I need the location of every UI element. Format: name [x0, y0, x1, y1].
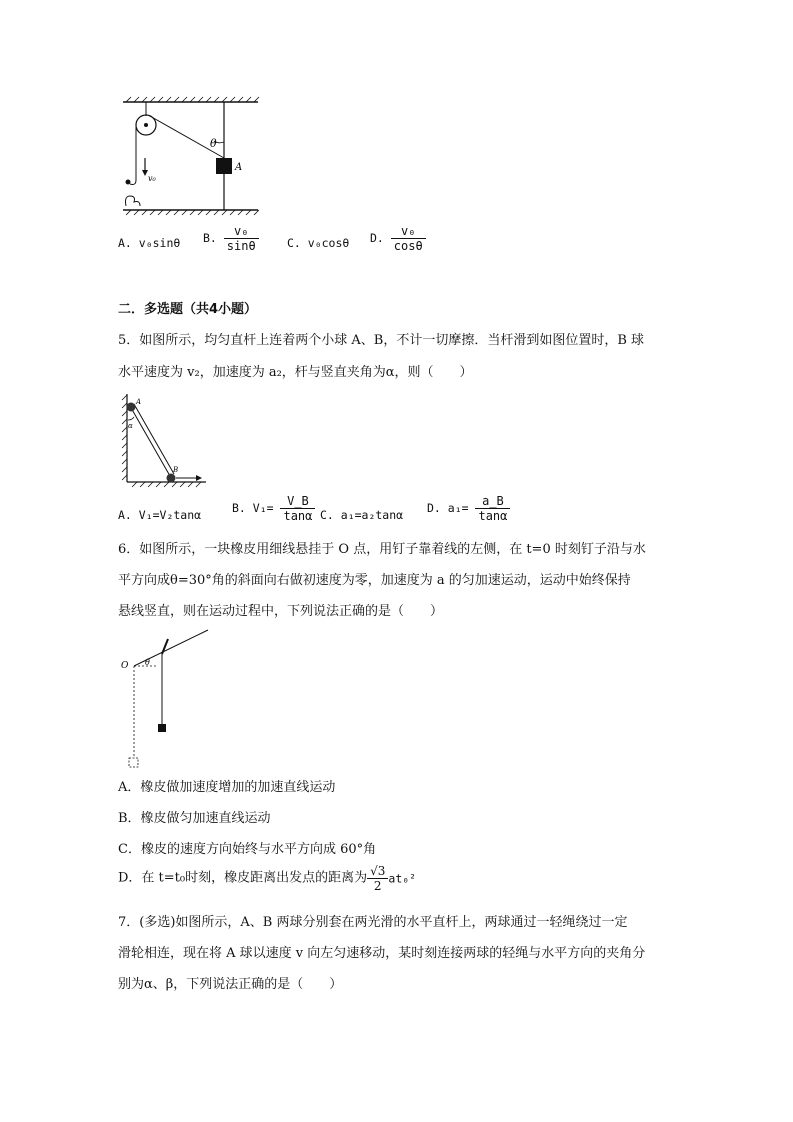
q5-option-d-numerator: a_B: [475, 494, 510, 509]
q5-option-b-prefix: B. V₁=: [232, 501, 274, 515]
alpha-label: α: [128, 422, 133, 430]
q5-option-b-denominator: tanα: [283, 509, 313, 523]
q7-line-2: 滑轮相连，现在将 A 球以速度 v 向左匀速移动，某时刻连接两球的轻绳与水平方向的夹角分: [118, 946, 646, 961]
q4-option-a: A. v₀sinθ: [118, 236, 181, 250]
q5-option-b: [232, 494, 315, 523]
q6-option-c: C．橡皮的速度方向始终与水平方向成 60°角: [118, 842, 377, 857]
q5-option-d-denominator: tanα: [478, 509, 508, 523]
q4-option-b-prefix: B.: [203, 231, 217, 245]
q6-option-d-prefix: D．在 t=t₀时刻，橡皮距离出发点的距离为: [118, 870, 368, 886]
q5-option-c: C. a₁=a₂tanα: [320, 508, 404, 522]
q6-option-a: A．橡皮做加速度增加的加速直线运动: [118, 780, 336, 795]
q5-option-d-prefix: D. a₁=: [427, 501, 469, 515]
q6-option-d-suffix: at₀²: [388, 871, 417, 886]
q7-line-1: 7．(多选)如图所示，A、B 两球分别套在两光滑的水平直杆上，两球通过一轻绳绕过一定: [118, 915, 628, 930]
q4-option-b-denominator: sinθ: [226, 239, 256, 253]
q4-option-d-prefix: D.: [370, 231, 384, 245]
theta-label: θ: [210, 137, 217, 150]
q5-option-a: A. V₁=V₂tanα: [118, 508, 202, 522]
q6-option-d-fraction: [367, 864, 388, 893]
q6-option-b: B．橡皮做匀加速直线运动: [118, 811, 271, 826]
q5-option-b-fraction: [280, 494, 315, 523]
pulley-figure: [118, 96, 263, 218]
q7-line-3: 别为α、β，下列说法正确的是（ ）: [118, 977, 343, 992]
q6-option-d-denominator: 2: [373, 879, 382, 893]
nail-figure: [118, 628, 210, 770]
q6-line-3: 悬线竖直，则在运动过程中，下列说法正确的是（ ）: [118, 604, 444, 619]
q5-option-d: [427, 494, 510, 523]
v0-label: v₀: [148, 174, 156, 183]
q4-option-d-numerator: v₀: [391, 224, 426, 239]
q5-line-1: 5．如图所示，均匀直杆上连着两个小球 A、B，不计一切摩擦．当杆滑到如图位置时，B 球: [118, 333, 645, 348]
q4-option-d: [370, 224, 426, 253]
q4-option-d-fraction: [391, 224, 426, 253]
ball-b-label: B: [173, 466, 179, 474]
q4-option-b-fraction: [224, 224, 259, 253]
q4-option-c: C. v₀cosθ: [287, 236, 350, 250]
point-o-label: O: [121, 661, 129, 671]
q6-option-d: [118, 864, 416, 893]
q4-option-b: [203, 224, 259, 253]
theta-label-q6: θ: [145, 658, 150, 667]
q6-line-1: 6．如图所示，一块橡皮用细线悬挂于 O 点，用钉子靠着线的左侧，在 t=0 时刻钉子沿与水: [118, 542, 646, 557]
q6-option-d-numerator: √3: [367, 864, 388, 879]
q5-option-d-fraction: [475, 494, 510, 523]
q5-line-2: 水平速度为 v₂，加速度为 a₂，杆与竖直夹角为α，则（ ）: [118, 365, 473, 380]
q4-option-d-denominator: cosθ: [393, 239, 423, 253]
ball-a-label: A: [136, 398, 142, 406]
q4-option-b-numerator: v₀: [224, 224, 259, 239]
section-heading: 二．多选题（共4小题）: [118, 302, 258, 317]
block-a-label: A: [235, 162, 243, 173]
q5-option-b-numerator: V_B: [280, 494, 315, 509]
q6-line-2: 平方向成θ=30°角的斜面向右做初速度为零，加速度为 a 的匀加速运动，运动中始终保持: [118, 573, 631, 588]
rod-figure: [118, 392, 212, 488]
